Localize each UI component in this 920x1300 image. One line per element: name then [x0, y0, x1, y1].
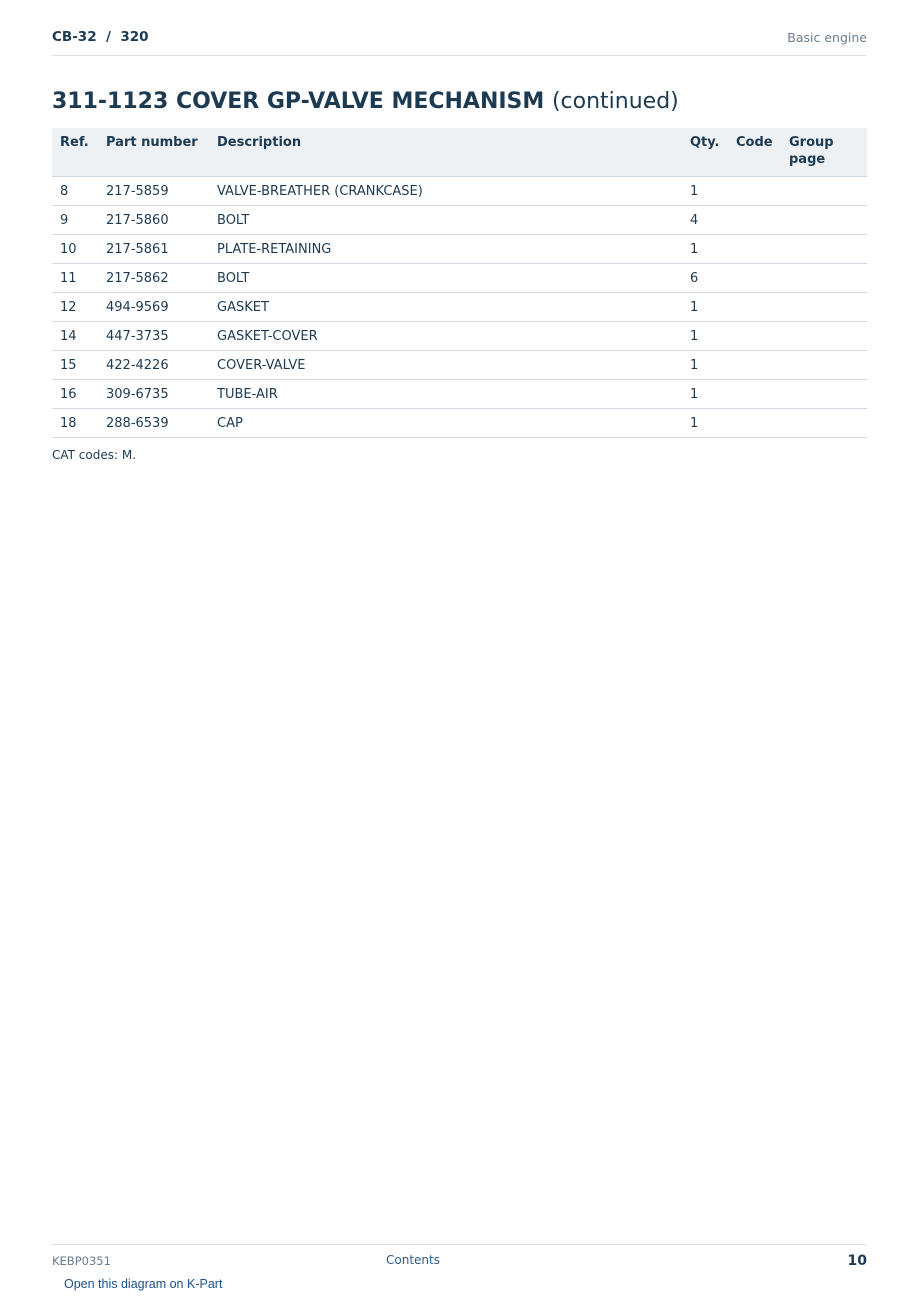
column-header-group-page: Group page — [781, 128, 867, 177]
cell-code — [728, 293, 781, 322]
cell-code — [728, 409, 781, 438]
table-row — [52, 380, 867, 409]
table-row — [52, 409, 867, 438]
cell-ref: 12 — [52, 293, 98, 322]
cell-group-page — [781, 206, 867, 235]
cell-part-number: 422-4226 — [98, 351, 209, 380]
cell-ref: 9 — [52, 206, 98, 235]
cell-code — [728, 264, 781, 293]
cell-ref: 11 — [52, 264, 98, 293]
cell-ref: 16 — [52, 380, 98, 409]
table-body — [52, 177, 867, 438]
header-row — [52, 128, 867, 177]
breadcrumb: CB-32 / 320 — [52, 29, 149, 45]
page-header — [52, 28, 867, 56]
cell-part-number: 494-9569 — [98, 293, 209, 322]
cell-qty: 1 — [682, 409, 728, 438]
cell-qty: 1 — [682, 322, 728, 351]
page-number: 10 — [847, 1253, 867, 1269]
continued-label: (continued) — [551, 89, 679, 114]
cell-ref: 8 — [52, 177, 98, 206]
document-id: KEBP0351 — [52, 1254, 111, 1268]
table-header — [52, 128, 867, 177]
cell-code — [728, 351, 781, 380]
cell-description: PLATE-RETAINING — [209, 235, 682, 264]
page-footer — [52, 1244, 867, 1295]
cell-description: COVER-VALVE — [209, 351, 682, 380]
cell-qty: 1 — [682, 177, 728, 206]
cell-code — [728, 206, 781, 235]
cell-group-page — [781, 380, 867, 409]
cell-description: VALVE-BREATHER (CRANKCASE) — [209, 177, 682, 206]
cell-qty: 1 — [682, 380, 728, 409]
cat-codes-note: CAT codes: M. — [52, 448, 137, 462]
cell-description: TUBE-AIR — [209, 380, 682, 409]
cell-group-page — [781, 322, 867, 351]
table-row — [52, 293, 867, 322]
cell-ref: 15 — [52, 351, 98, 380]
cell-ref: 18 — [52, 409, 98, 438]
cell-ref: 10 — [52, 235, 98, 264]
table-row — [52, 235, 867, 264]
cell-group-page — [781, 409, 867, 438]
cell-qty: 1 — [682, 235, 728, 264]
contents-link[interactable]: Contents — [386, 1253, 440, 1267]
open-in-kpart-link[interactable]: Open this diagram on K-Part — [64, 1277, 223, 1291]
cell-part-number: 288-6539 — [98, 409, 209, 438]
page-title — [52, 89, 679, 114]
cell-group-page — [781, 235, 867, 264]
table-row — [52, 351, 867, 380]
cell-description: BOLT — [209, 206, 682, 235]
table-row — [52, 206, 867, 235]
cell-part-number: 217-5862 — [98, 264, 209, 293]
cell-qty: 6 — [682, 264, 728, 293]
cell-code — [728, 235, 781, 264]
cell-part-number: 309-6735 — [98, 380, 209, 409]
cell-description: CAP — [209, 409, 682, 438]
cell-description: GASKET — [209, 293, 682, 322]
cell-group-page — [781, 264, 867, 293]
cell-code — [728, 380, 781, 409]
section-label: Basic engine — [787, 30, 867, 45]
cell-group-page — [781, 293, 867, 322]
cell-ref: 14 — [52, 322, 98, 351]
cell-group-page — [781, 351, 867, 380]
column-header-description: Description — [209, 128, 682, 177]
part-title: 311-1123 COVER GP-VALVE MECHANISM — [52, 89, 545, 114]
cell-code — [728, 177, 781, 206]
column-header-part-number: Part number — [98, 128, 209, 177]
column-header-ref: Ref. — [52, 128, 98, 177]
cell-group-page — [781, 177, 867, 206]
parts-table — [52, 128, 867, 438]
table-row — [52, 264, 867, 293]
cell-code — [728, 322, 781, 351]
cell-part-number: 447-3735 — [98, 322, 209, 351]
cell-qty: 4 — [682, 206, 728, 235]
cell-description: BOLT — [209, 264, 682, 293]
column-header-code: Code — [728, 128, 781, 177]
cell-qty: 1 — [682, 351, 728, 380]
cell-part-number: 217-5859 — [98, 177, 209, 206]
cell-qty: 1 — [682, 293, 728, 322]
table-row — [52, 177, 867, 206]
table-row — [52, 322, 867, 351]
cell-part-number: 217-5860 — [98, 206, 209, 235]
column-header-qty: Qty. — [682, 128, 728, 177]
cell-part-number: 217-5861 — [98, 235, 209, 264]
cell-description: GASKET-COVER — [209, 322, 682, 351]
